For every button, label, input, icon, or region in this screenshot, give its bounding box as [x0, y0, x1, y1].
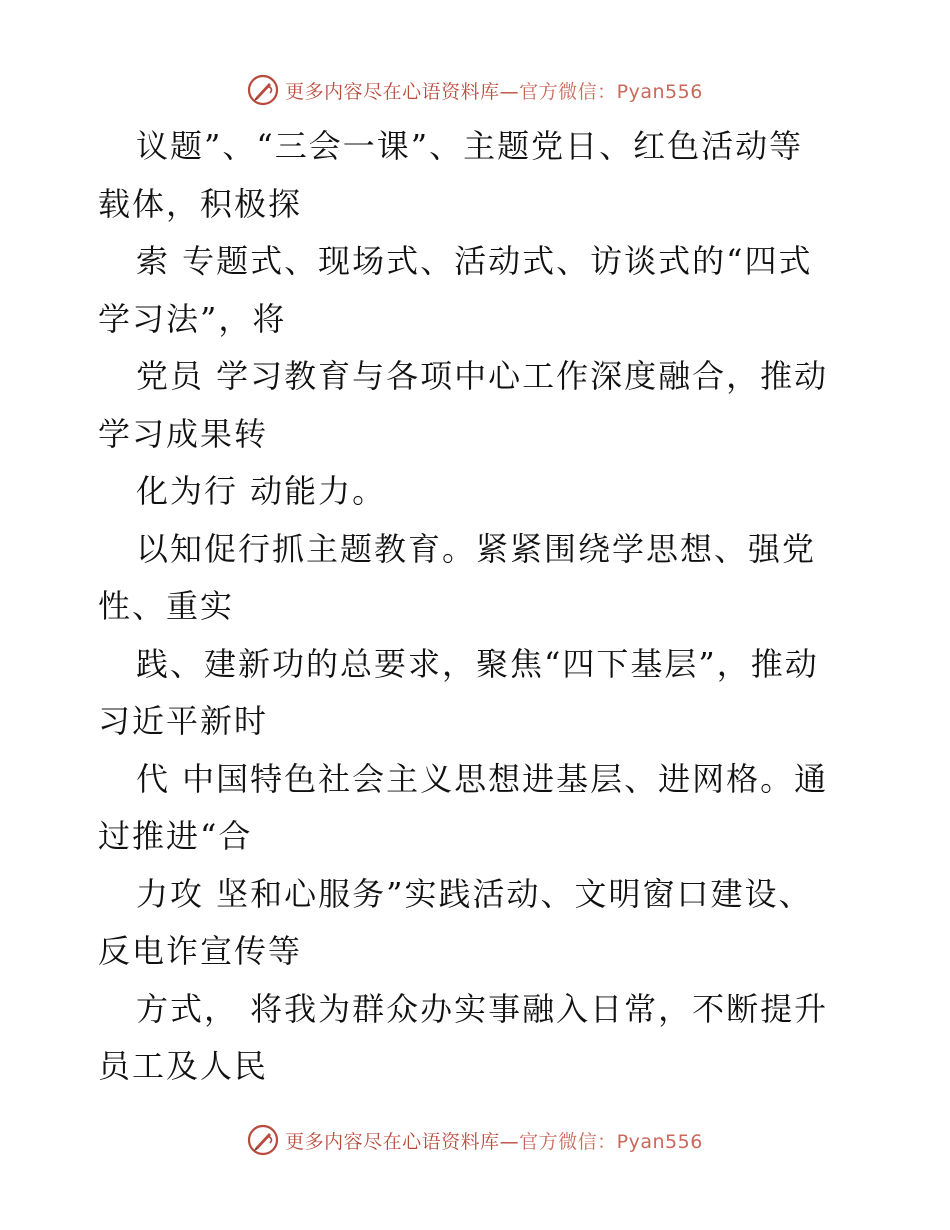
document-body — [98, 118, 858, 1096]
text-line: 践、建新功的总要求，聚焦“四下基层”，推动 — [136, 644, 819, 683]
banner-text — [285, 77, 703, 104]
text-line: 学习成果转 — [98, 414, 269, 453]
banner-title: 更多内容尽在心语资料库 — [285, 1130, 500, 1153]
header-banner — [0, 70, 950, 110]
banner-separator: — — [499, 1130, 520, 1153]
footer-banner — [0, 1120, 950, 1160]
text-line: 习近平新时 — [98, 702, 269, 740]
text-line: 员工及人民 — [98, 1047, 269, 1085]
text-line: 性、重实 — [98, 587, 235, 625]
banner-text — [285, 1127, 703, 1154]
text-line: 化为行 动能力。 — [136, 472, 387, 510]
text-line: 党员 学习教育与各项中心工作深度融合，推动 — [136, 357, 829, 395]
feather-pen-logo-icon — [247, 74, 279, 106]
text-line: 学习法”，将 — [98, 299, 287, 338]
banner-wechat: 官方微信：Pyan556 — [519, 80, 703, 103]
banner-separator: — — [499, 80, 520, 103]
text-line: 力攻 坚和心服务”实践活动、文明窗口建设、 — [136, 874, 813, 913]
text-line: 以知促行抓主题教育。紧紧围绕学思想、强党 — [136, 529, 817, 568]
text-line: 过推进“合 — [98, 817, 253, 855]
text-line: 方式， 将我为群众办实事融入日常，不断提升 — [136, 989, 829, 1028]
text-line: 索 专题式、现场式、活动式、访谈式的“四式 — [136, 242, 813, 280]
text-line: 议题”、“三会一课”、主题党日、红色活动等 — [136, 127, 804, 165]
text-line: 反电诈宣传等 — [98, 932, 303, 970]
banner-wechat: 官方微信：Pyan556 — [519, 1130, 703, 1153]
text-line: 载体，积极探 — [98, 184, 303, 223]
feather-pen-logo-icon — [247, 1124, 279, 1156]
text-line: 代 中国特色社会主义思想进基层、进网格。通 — [136, 759, 829, 798]
banner-title: 更多内容尽在心语资料库 — [285, 80, 500, 103]
